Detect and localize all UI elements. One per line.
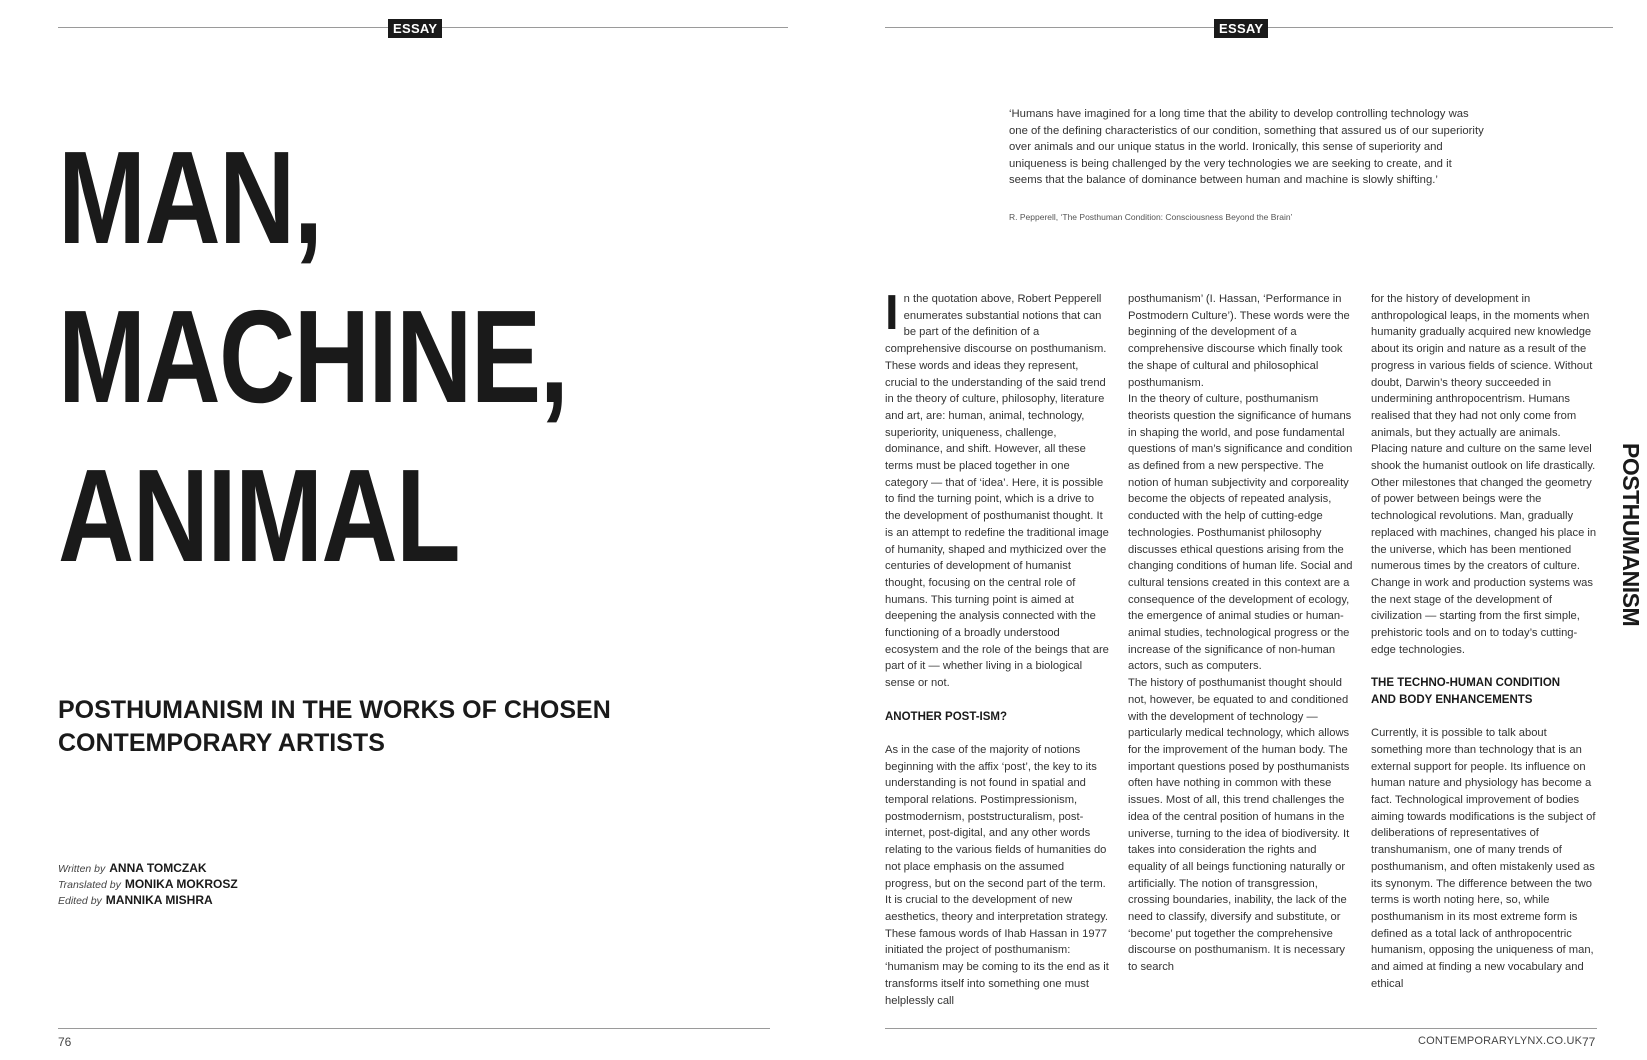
paragraph: The history of posthumanist thought should not, however, be equated to and conditioned with the development of technology — particularly medical technology, which allows for the improvement of the human body. The important questions posed by posthumanists often have nothing in common with these issues. Most of all, this trend challenges the idea of the central position of humans in the universe, turning to the idea of biodiversity. It takes into consideration the rights and equality of all beings functioning naturally or artificially. The notion of transgression, crossing boundaries, inability, the lack of the need to classify, diversify and substitute, or ‘become’ put together the comprehensive discourse on posthumanism. It is necessary to search bbox=[1128, 677, 1350, 974]
text-column-3 bbox=[1371, 291, 1597, 993]
pull-quote-source: R. Pepperell, ‘The Posthuman Condition: Consciousness Beyond the Brain’ bbox=[1009, 212, 1293, 222]
headline-line-2: MACHINE, bbox=[58, 283, 568, 430]
section-tag-left: ESSAY bbox=[388, 19, 442, 38]
credit-role: Translated by bbox=[58, 879, 121, 891]
subtitle bbox=[58, 694, 778, 760]
heading-line: THE TECHNO-HUMAN CONDITION bbox=[1371, 677, 1561, 690]
credit-editor bbox=[58, 893, 238, 909]
headline bbox=[58, 118, 567, 595]
text-column-1 bbox=[885, 286, 1111, 1009]
section-heading: ANOTHER POST-ISM? bbox=[885, 710, 1008, 723]
credit-name: MONIKA MOKROSZ bbox=[124, 877, 238, 891]
paragraph: In the theory of culture, posthumanism theorists question the significance of humans in shaping the world, and pose fundamental questions of man’s significance and condition as defined from a new perspective. The notion of human subjectivity and corporeality become the objects of repeated analysis, conducted with the help of cutting-edge technologies. Posthumanist philosophy discusses ethical questions arising from the changing conditions of human life. Social and cultural tensions created in this context are a consequence of the development of ecology, the emergence of animal studies or human-animal studies, technological progress or the increase of the significance of non-human actors, such as computers. bbox=[1128, 393, 1353, 673]
credit-name: MANNIKA MISHRA bbox=[105, 893, 213, 907]
headline-line-3: ANIMAL bbox=[58, 442, 459, 589]
credit-writer bbox=[58, 861, 238, 877]
credit-translator bbox=[58, 877, 238, 893]
page-number-left: 76 bbox=[58, 1035, 72, 1049]
credit-role: Edited by bbox=[58, 895, 102, 907]
heading-line: AND BODY ENHANCEMENTS bbox=[1371, 693, 1533, 706]
pull-quote: ‘Humans have imagined for a long time that the ability to develop controlling technology was one of the defining characteristics of our condition, something that assured us of our superiority over animals and our unique status in the world. Ironically, this sense of superiority and uniqueness is being challenged by the very technologies we are seeking to create, and it seems that the balance of dominance between human and machine is slowly shifting.’ bbox=[1009, 108, 1484, 186]
page-number-right: 77 bbox=[1582, 1035, 1596, 1049]
section-tag-right: ESSAY bbox=[1214, 19, 1268, 38]
text-column-2 bbox=[1128, 291, 1354, 976]
subtitle-line-1: POSTHUMANISM IN THE WORKS OF CHOSEN bbox=[58, 696, 611, 724]
website-url: CONTEMPORARYLYNX.CO.UK bbox=[1418, 1035, 1583, 1047]
side-section-label: POSTHUMANISM bbox=[1618, 443, 1644, 627]
credits bbox=[58, 861, 238, 909]
paragraph: n the quotation above, Robert Pepperell enumerates substantial notions that can be part of the definition of a comprehensive discourse on posthumanism. These words and ideas they represent, crucial to the understanding of the said trend in the theory of culture, philosophy, literature and art, are: human, animal, technology, superiority, uniqueness, challenge, dominance, and shift. However, all these terms must be placed together in one category — that of ‘idea’. Here, it is possible to find the turning point, which is a drive to the development of posthumanist thought. It is an attempt to redefine the traditional image of humanity, shaped and mythicized over the centuries of development of humanist thought, focusing on the central role of humans. This turning point is aimed at deepening the analysis connected with the functioning of a broadly understood ecosystem and the role of the beings that are part of it — whether living in a biological sense or not. bbox=[885, 293, 1109, 690]
drop-cap: I bbox=[885, 286, 899, 340]
paragraph: Currently, it is possible to talk about something more than technology that is an external support for people. Its influence on human nature and physiology has become a fact. Technological improvement of bodies aiming towards modifications is the subject of deliberations of representatives of transhumanism, one of many trends of posthumanism, and often mistakenly used as its synonym. The difference between the two terms is worth noting here, so, while posthumanism in its most extreme form is defined as a total lack of anthropocentric humanism, opposing the uniqueness of man, and aimed at finding a new vocabulary and ethical bbox=[1371, 727, 1596, 990]
bottom-rule-right bbox=[885, 1028, 1597, 1029]
paragraph: As in the case of the majority of notions beginning with the affix ‘post’, the key to its understanding is not found in spatial and temporal relations. Postimpressionism, postmodernism, poststructuralism, post-internet, post-digital, and any other words relating to the various fields of humanities do not place emphasis on the assumed progress, but on the second part of the term. It is crucial to the development of new aesthetics, theory and interpretation strategy. These famous words of Ihab Hassan in 1977 initiated the project of posthumanism: ‘humanism may be coming to its the end as it transforms itself into something one must helplessly call bbox=[885, 743, 1109, 1007]
section-heading bbox=[1371, 675, 1597, 708]
credit-role: Written by bbox=[58, 863, 106, 875]
subtitle-line-2: CONTEMPORARY ARTISTS bbox=[58, 729, 385, 757]
credit-name: ANNA TOMCZAK bbox=[109, 861, 207, 875]
bottom-rule-left bbox=[58, 1028, 770, 1029]
headline-line-1: MAN, bbox=[58, 124, 322, 271]
paragraph: posthumanism’ (I. Hassan, ‘Performance in Postmodern Culture’). These words were the beginning of the development of a comprehensive discourse which finally took the shape of cultural and philosophical posthumanism. bbox=[1128, 293, 1350, 389]
paragraph: for the history of development in anthropological leaps, in the moments when humanity gradually acquired new knowledge about its origin and nature as a result of the progress in various fields of science. Without doubt, Darwin’s theory succeeded in undermining anthropocentrism. Humans realised that they had not only come from animals, but they actually are animals. Placing nature and culture on the same level shook the humanist outlook on life drastically. Other milestones that changed the geometry of power between beings were the technological revolutions. Man, gradually replaced with machines, changed his place in the universe, which has been mentioned numerous times by the creators of culture. Change in work and production systems was the next stage of the development of civilization — starting from the first simple, prehistoric tools and on to today’s cutting-edge technologies. bbox=[1371, 293, 1597, 656]
